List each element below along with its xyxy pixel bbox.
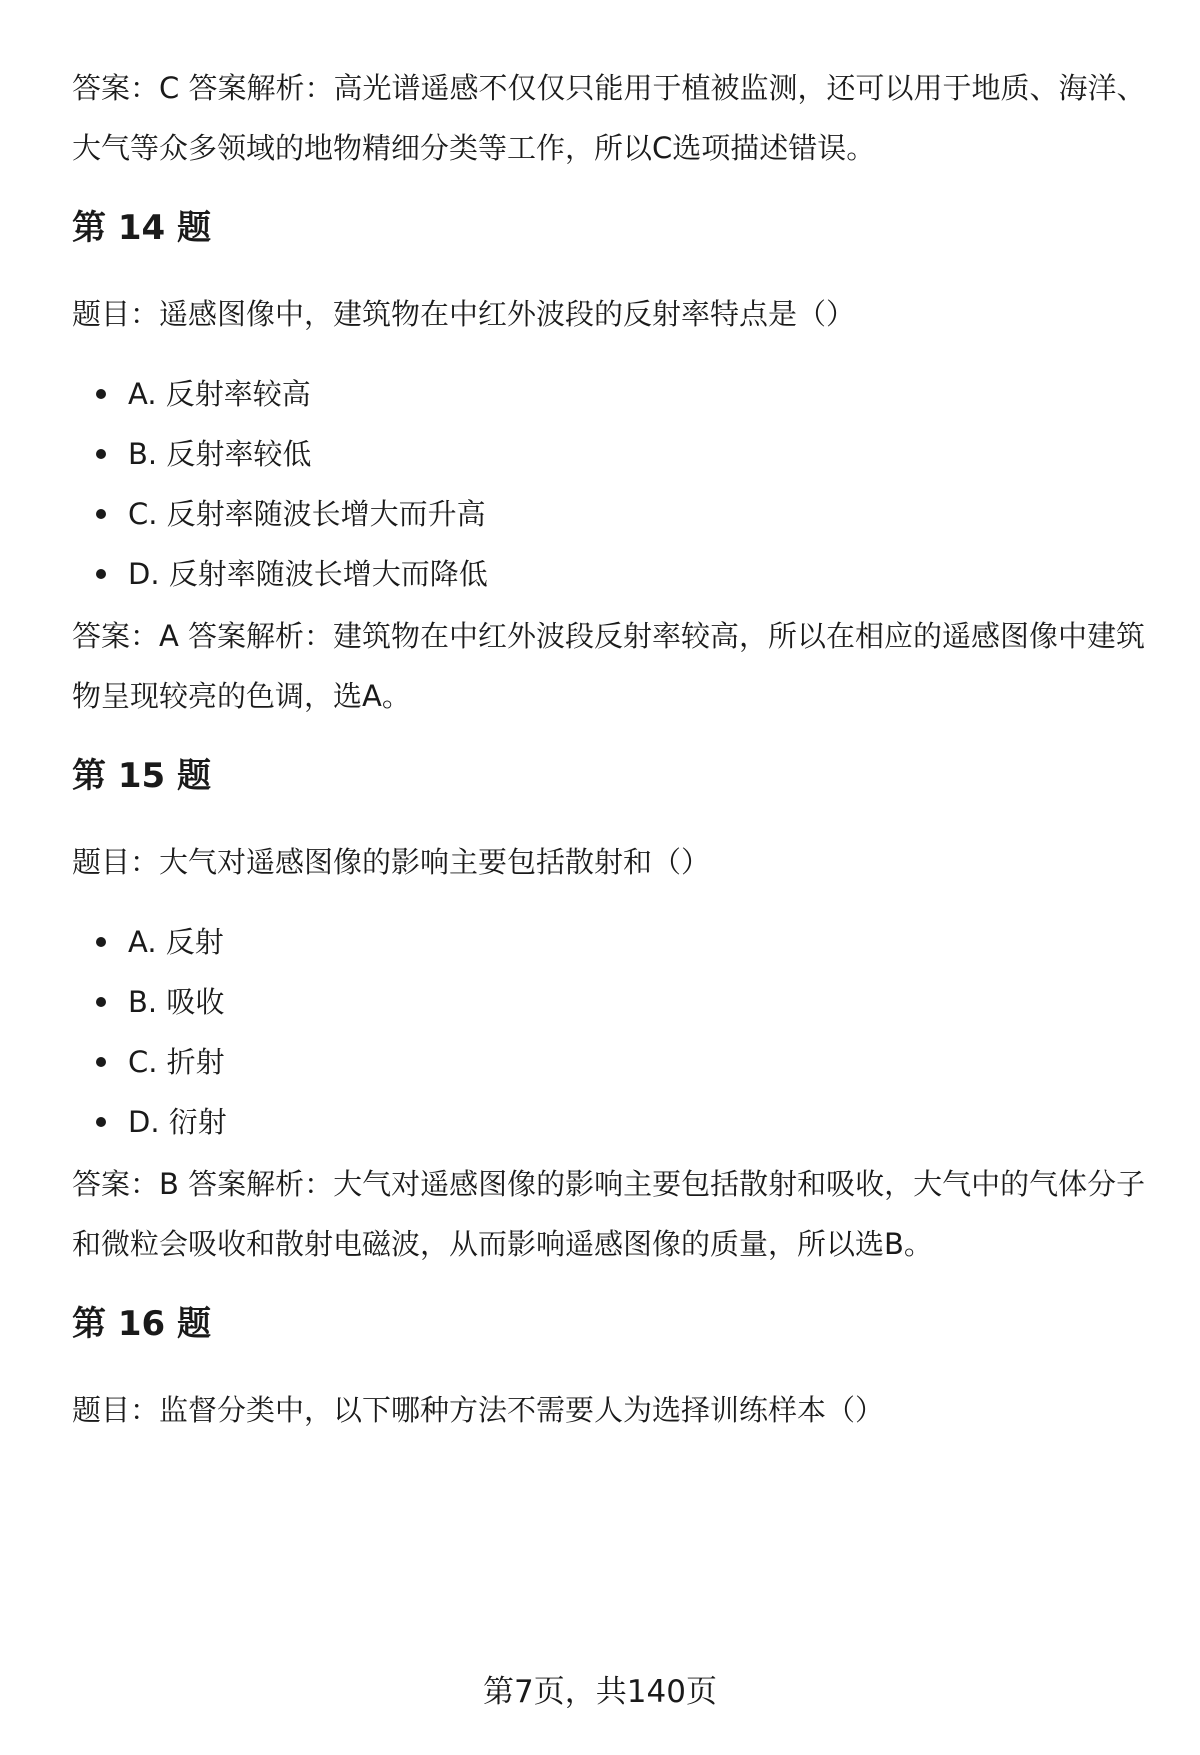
option-item: B. 反射率较低 <box>72 424 488 484</box>
bullet-icon <box>96 389 106 399</box>
answer-explanation-14: 答案：A 答案解析：建筑物在中红外波段反射率较高，所以在相应的遥感图像中建筑物呈现较亮的色调，选A。 <box>72 619 1146 713</box>
question-heading-14: 第 14 题 <box>72 208 211 248</box>
bullet-icon <box>96 1117 106 1127</box>
bullet-icon <box>96 937 106 947</box>
question-text-14: 题目：遥感图像中，建筑物在中红外波段的反射率特点是（） <box>72 297 856 331</box>
answer-explanation-15: 答案：B 答案解析：大气对遥感图像的影响主要包括散射和吸收，大气中的气体分子和微粒会吸收和散射电磁波，从而影响遥感图像的质量，所以选B。 <box>72 1167 1146 1261</box>
page-number-footer: 第7页，共140页 <box>483 1674 717 1710</box>
option-item: C. 反射率随波长增大而升高 <box>72 484 488 544</box>
bullet-icon <box>96 997 106 1007</box>
option-item: A. 反射率较高 <box>72 364 488 424</box>
option-item: D. 反射率随波长增大而降低 <box>72 544 488 604</box>
question-heading-15: 第 15 题 <box>72 756 211 796</box>
option-item: A. 反射 <box>72 912 227 972</box>
question-heading-16: 第 16 题 <box>72 1304 211 1344</box>
option-item: B. 吸收 <box>72 972 227 1032</box>
question-text-16: 题目：监督分类中，以下哪种方法不需要人为选择训练样本（） <box>72 1393 885 1427</box>
option-item: D. 衍射 <box>72 1092 227 1152</box>
question-text-15: 题目：大气对遥感图像的影响主要包括散射和（） <box>72 845 711 879</box>
option-item: C. 折射 <box>72 1032 227 1092</box>
bullet-icon <box>96 509 106 519</box>
bullet-icon <box>96 569 106 579</box>
option-list-15 <box>72 912 227 1152</box>
answer-explanation-13: 答案：C 答案解析：高光谱遥感不仅仅只能用于植被监测，还可以用于地质、海洋、大气等众多领域的地物精细分类等工作，所以C选项描述错误。 <box>72 71 1146 165</box>
option-list-14 <box>72 364 488 604</box>
bullet-icon <box>96 449 106 459</box>
bullet-icon <box>96 1057 106 1067</box>
